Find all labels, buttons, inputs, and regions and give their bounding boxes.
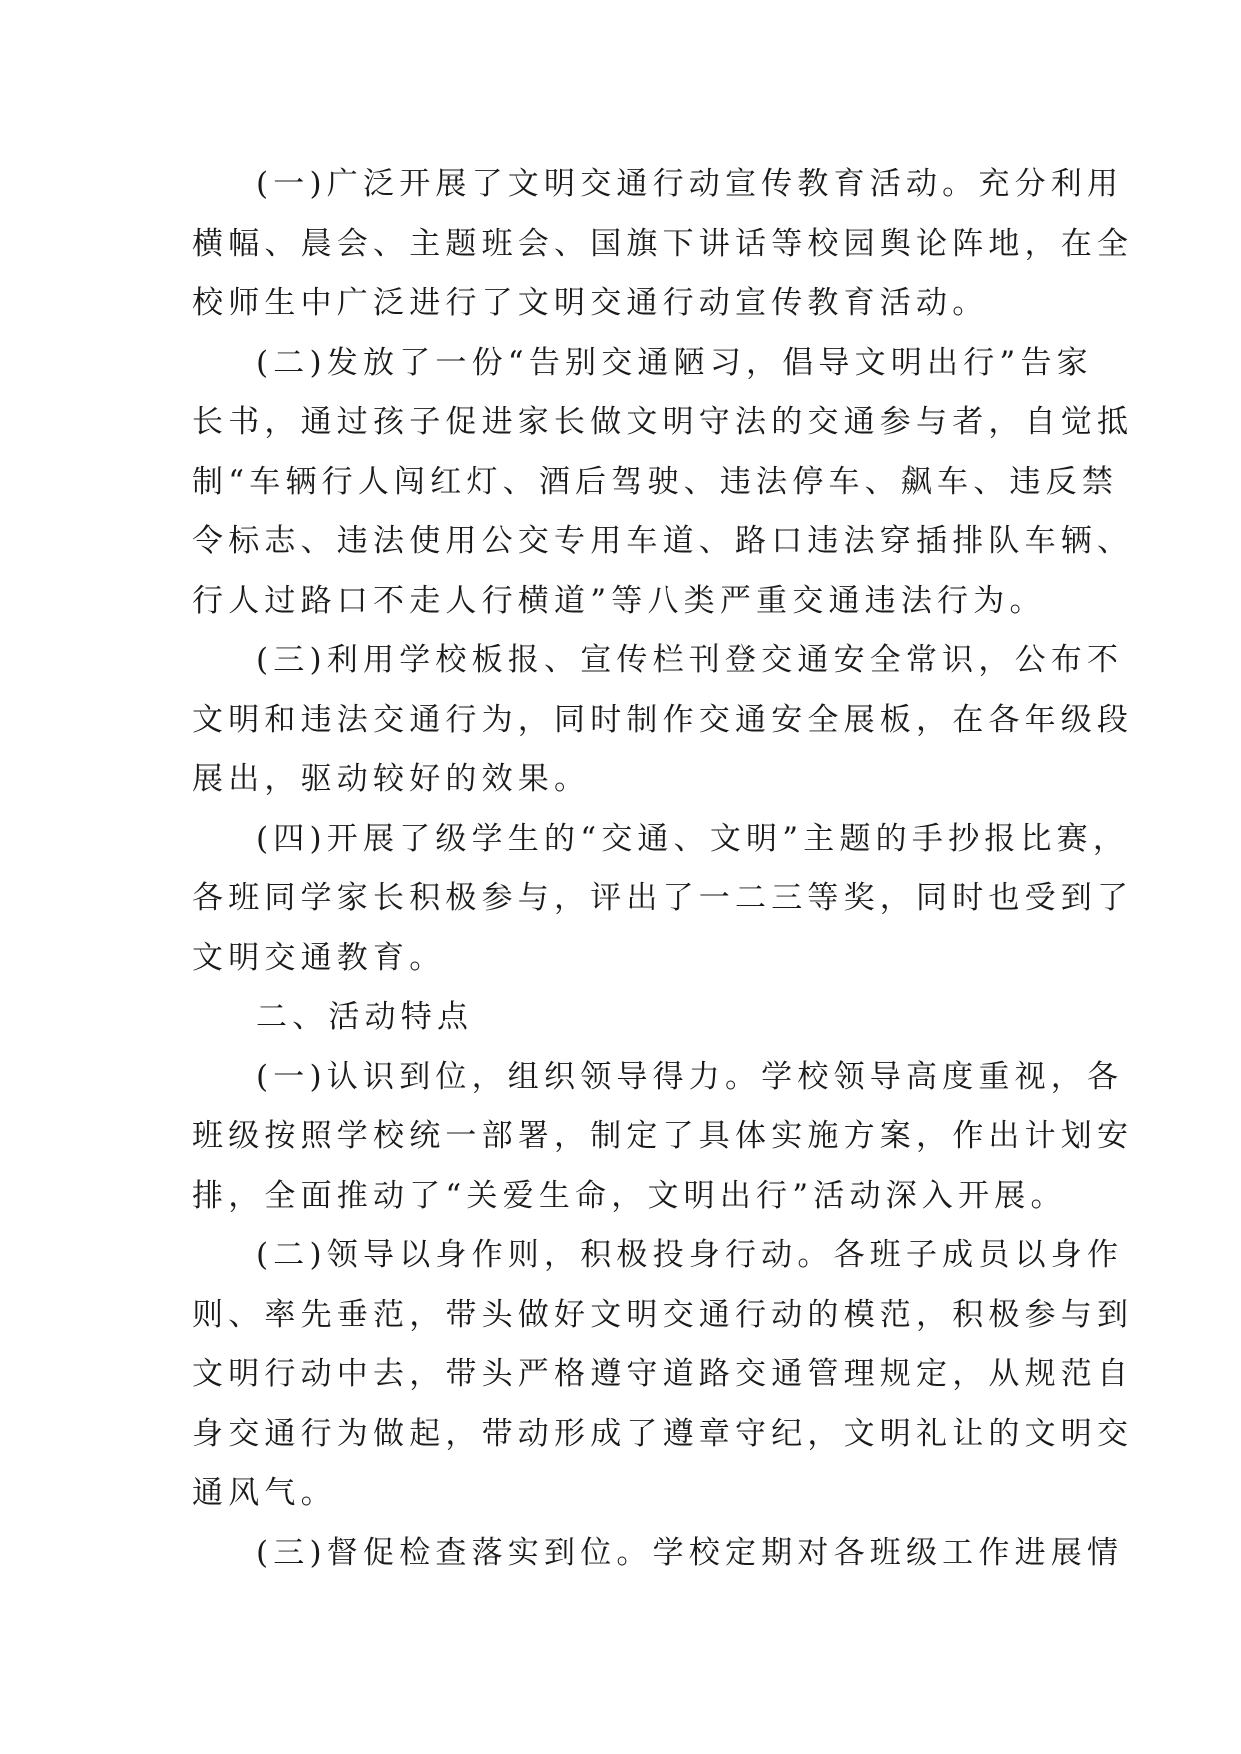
text-line: (一)广泛开展了文明交通行动宣传教育活动。充分利用 [256, 166, 1124, 202]
text-line: 长书，通过孩子促进家长做文明守法的交通参与者，自觉抵 [192, 404, 1134, 440]
text-line: (二)领导以身作则，积极投身行动。各班子成员以身作 [256, 1237, 1124, 1273]
text-line: 令标志、违法使用公交专用车道、路口违法穿插排队车辆、 [192, 523, 1134, 559]
text-line: 制“车辆行人闯红灯、酒后驾驶、违法停车、飙车、违反禁 [192, 463, 1119, 500]
text-line: 展出，驱动较好的效果。 [192, 761, 591, 797]
text-line: 校师生中广泛进行了文明交通行动宣传教育活动。 [192, 285, 989, 321]
text-line: (三)利用学校板报、宣传栏刊登交通安全常识，公布不 [256, 642, 1124, 678]
text-line: (四)开展了级学生的“交通、文明”主题的手抄报比赛， [256, 820, 1130, 857]
text-line: 则、率先垂范，带头做好文明交通行动的模范，积极参与到 [192, 1296, 1134, 1333]
text-line: 排，全面推动了“关爱生命，文明出行”活动深入开展。 [192, 1177, 1067, 1214]
text-line: (一)认识到位，组织领导得力。学校领导高度重视，各 [256, 1058, 1124, 1095]
text-line: 各班同学家长积极参与，评出了一二三等奖，同时也受到了 [192, 880, 1134, 916]
text-line: 横幅、晨会、主题班会、国旗下讲话等校园舆论阵地，在全 [192, 225, 1134, 262]
text-line: 通风气。 [192, 1475, 337, 1511]
text-line: 文明行动中去，带头严格遵守道路交通管理规定，从规范自 [192, 1356, 1134, 1392]
text-line: 文明和违法交通行为，同时制作交通安全展板，在各年级段 [192, 701, 1134, 738]
text-line: 班级按照学校统一部署，制定了具体实施方案，作出计划安 [192, 1118, 1134, 1154]
text-line: 身交通行为做起，带动形成了遵章守纪，文明礼让的文明交 [192, 1415, 1134, 1452]
text-line: 文明交通教育。 [192, 939, 446, 976]
document-body [192, 155, 1134, 1583]
section-heading: 二、活动特点 [256, 999, 474, 1035]
text-line: (三)督促检查落实到位。学校定期对各班级工作进展情 [256, 1534, 1124, 1571]
text-line: 行人过路口不走人行横道”等八类严重交通违法行为。 [192, 582, 1046, 619]
text-line: (二)发放了一份“告别交通陋习，倡导文明出行”告家 [256, 344, 1093, 381]
